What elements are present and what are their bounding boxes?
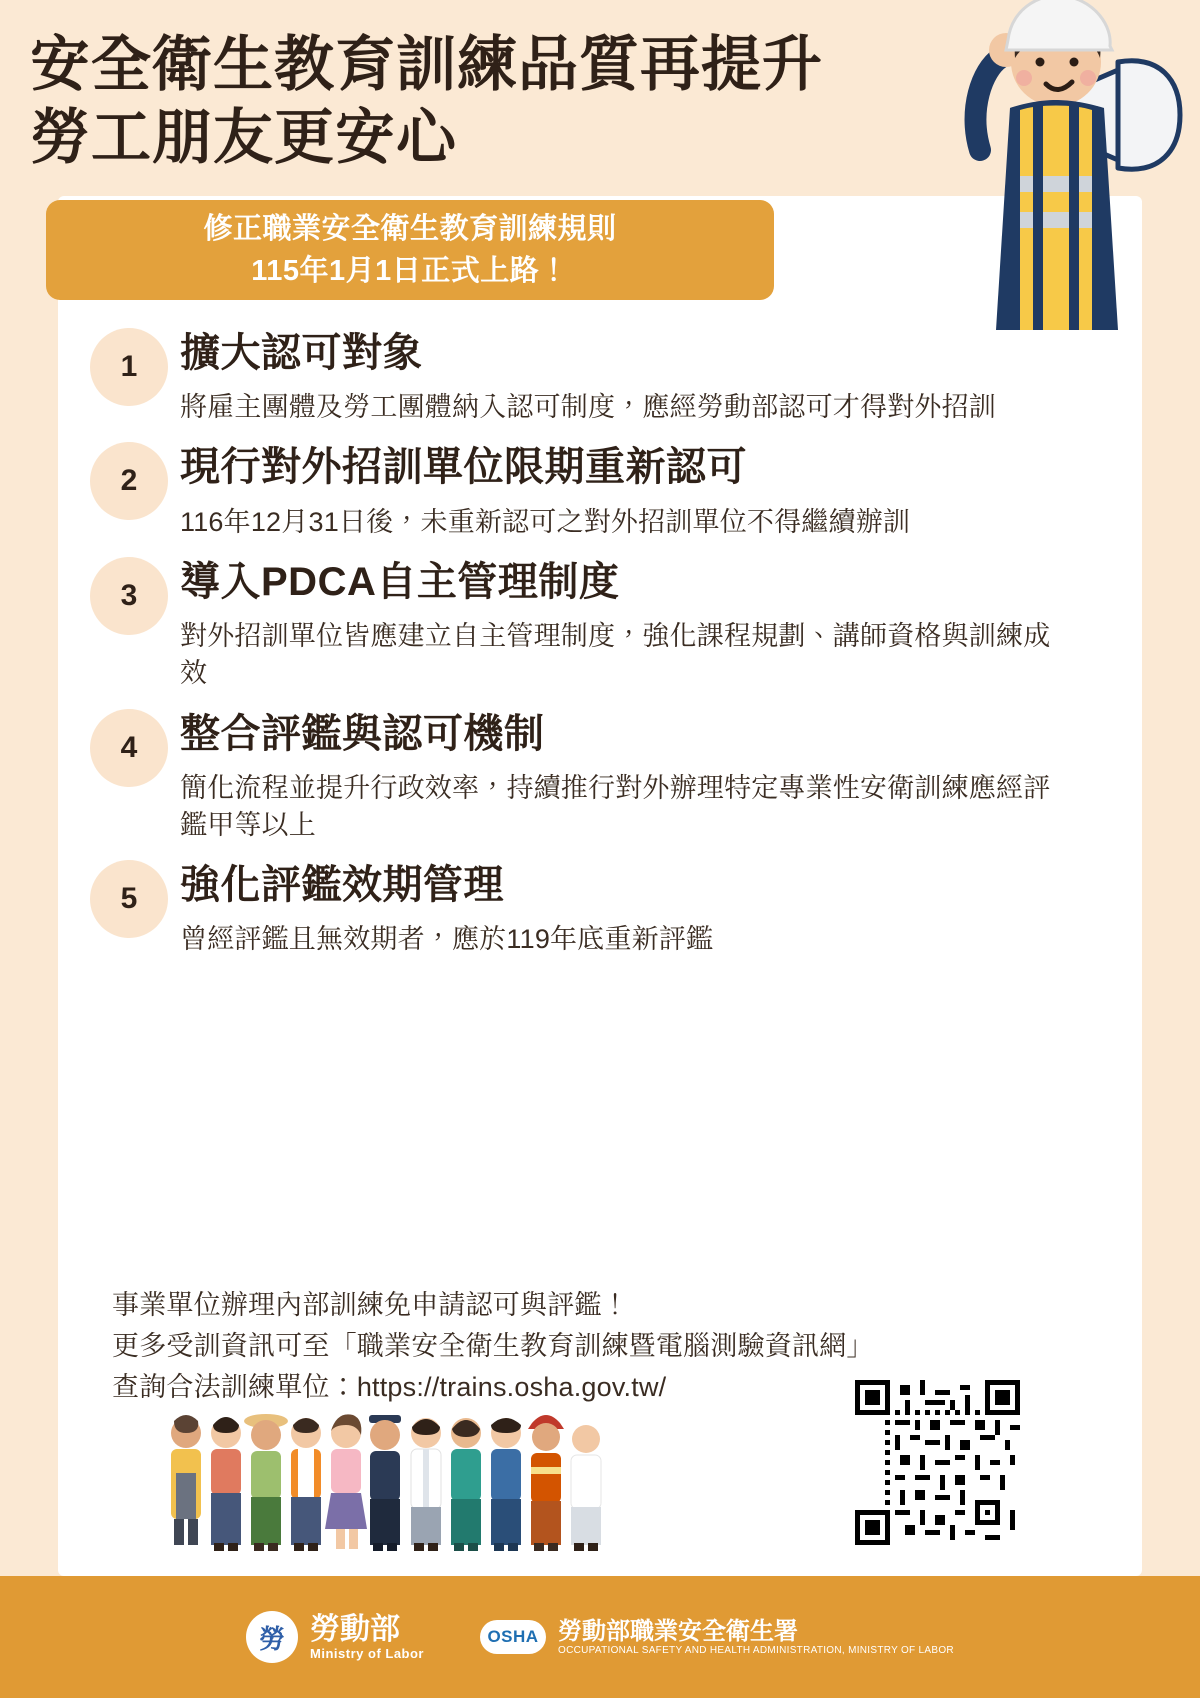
osha-name-en: OCCUPATIONAL SAFETY AND HEALTH ADMINISTRATION, MINISTRY OF LABOR [558,1645,954,1657]
item-title: 整合評鑑與認可機制 [180,711,545,756]
list-item [90,858,1130,958]
note-line-1: 事業單位辦理內部訓練免申請認可與評鑑！ [112,1290,629,1320]
item-number-badge: 3 [90,557,168,635]
osha-name-zh: 勞動部職業安全衛生署 [558,1617,798,1645]
qr-code[interactable] [855,1380,1020,1545]
osha-badge-icon: OSHA [480,1620,546,1654]
title-line-2: 勞工朋友更安心 [30,104,457,172]
workers-row-illustration [160,1395,640,1560]
page-title [30,28,910,174]
note-line-3-prefix: 查詢合法訓練單位： [112,1372,357,1403]
banner-line-2: 115年1月1日正式上路！ [251,255,569,287]
list-item [90,707,1130,845]
ministry-of-labor-name-zh: 勞動部 [310,1613,401,1646]
item-number-badge: 5 [90,860,168,938]
list-item [90,326,1130,426]
banner-line-1: 修正職業安全衛生教育訓練規則 [203,212,617,245]
item-number-badge: 4 [90,709,168,787]
title-line-1: 安全衛生教育訓練品質再提升 [30,31,823,98]
item-description: 將雇主團體及勞工團體納入認可制度，應經勞動部認可才得對外招訓 [180,392,996,423]
ministry-of-labor-name-en: Ministry of Labor [310,1646,424,1661]
highlight-banner [46,200,774,300]
note-line-2: 更多受訓資訊可至「職業安全衛生教育訓練暨電腦測驗資訊網」 [112,1331,874,1362]
ministry-of-labor-mark-icon: 勞 [246,1611,298,1663]
item-title: 強化評鑑效期管理 [180,863,504,908]
training-site-url[interactable]: https://trains.osha.gov.tw/ [356,1372,667,1403]
item-description: 對外招訓單位皆應建立自主管理制度，強化課程規劃、講師資格與訓練成效 [180,621,1051,689]
footer-bar [0,1576,1200,1698]
item-title: 擴大認可對象 [180,331,423,375]
item-description: 116年12月31日後，未重新認可之對外招訓單位不得繼續辦訓 [180,506,911,537]
item-description: 曾經評鑑且無效期者，應於119年底重新評鑑 [180,924,714,955]
list-item [90,440,1130,540]
measures-list [90,326,1130,973]
ministry-of-labor-logo [246,1611,424,1663]
item-title: 現行對外招訓單位限期重新認可 [180,445,747,490]
item-number-badge: 2 [90,442,168,520]
item-number-badge: 1 [90,328,168,406]
osha-logo [480,1618,954,1657]
item-description: 簡化流程並提升行政效率，持續推行對外辦理特定專業性安衛訓練應經評鑑甲等以上 [180,772,1051,840]
list-item [90,555,1130,693]
item-title: 導入PDCA自主管理制度 [180,559,620,604]
